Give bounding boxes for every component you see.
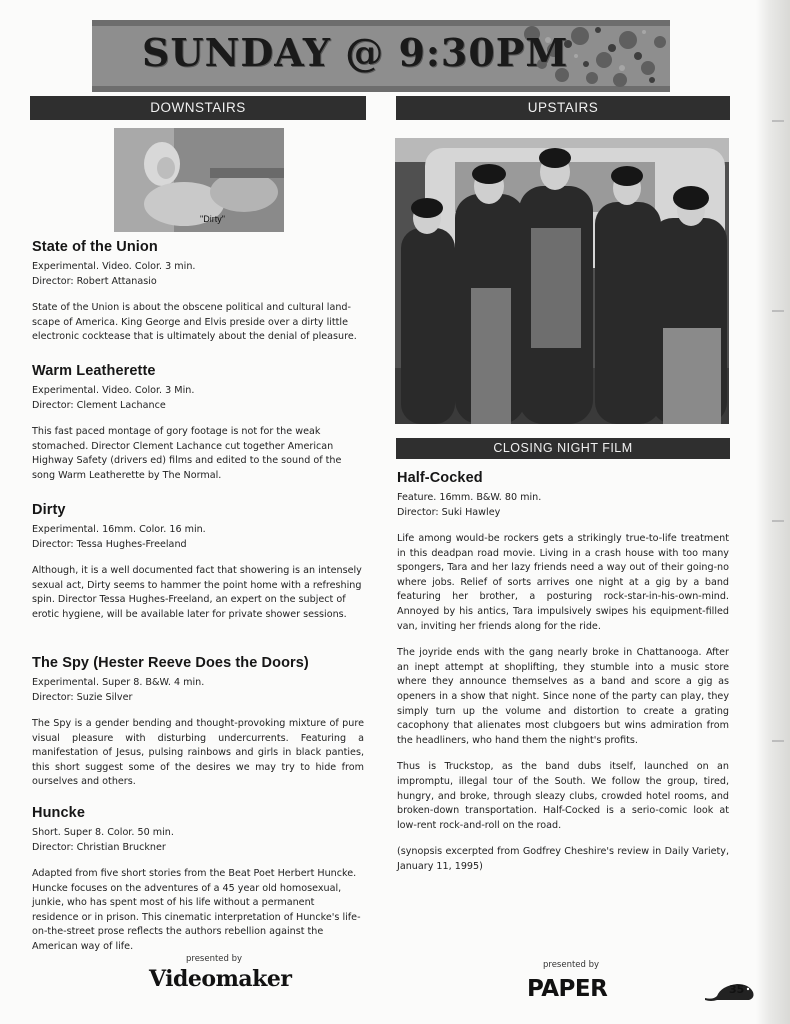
film-entry [32,363,364,483]
page-title: SUNDAY @ 9:30PM [142,30,569,75]
film-description: Although, it is a well documented fact that showering is an intensely sexual act, Dirty seems to hammer the point home with a refreshing spin. Director Tessa Hughes-Freeland, an expert on the subject of erotic hygiene, will be available later for private shower sessions. [32,565,362,620]
film-format: Experimental. Video. Color. 3 min. [32,261,196,272]
film-director: Director: Suzie Silver [32,691,133,703]
page-number: 35 [729,983,745,996]
film-description: Adapted from five short stories from the Beat Poet Herbert Huncke. Huncke focuses on the adventures of a 45 year old homosexual, junkie, who has spent most of his life without a permanent residence or in prison. This cinematic interpretation of Huncke's life-on-the-street prose reflects the authors rebellion against the American way of life. [32,868,361,952]
film-director: Director: Tessa Hughes-Freeland [32,538,187,550]
page-edge-shadow [756,0,790,1024]
film-format: Experimental. Super 8. B&W. 4 min. [32,677,205,688]
film-format: Experimental. 16mm. Color. 16 min. [32,524,206,535]
film-description: State of the Union is about the obscene political and cultural land-scape of America. King George and Elvis preside over a dirty little electronic cocktease that is ultimately about the denial of pleasure. [32,302,357,343]
paragraph: The joyride ends with the gang nearly broke in Chattanooga. After an inept attempt at shoplifting, they stumble into a music store where they announce themselves as a band and score a gig as openers in a show that night. Since none of the party can play, they simply turn up the volume and distortion to create a grating cacophony that alienates most clubgoers but wins admiration from the headliners, who hand them the night's profits. [397,647,729,746]
film-still-image [114,128,284,232]
film-entry [32,805,364,955]
film-title: Dirty [32,502,66,518]
film-director: Director: Suki Hawley [397,506,501,518]
film-description: This fast paced montage of gory footage is not for the weak stomached. Director Clement Lachance cut together American Highway Safety (drivers ed) films and edited to the sound of the song Warm Leatherette by The Normal. [32,426,342,481]
presented-by-label: presented by [186,954,243,964]
film-format: Short. Super 8. Color. 50 min. [32,827,174,838]
film-entry [32,655,364,790]
film-director: Director: Christian Bruckner [32,841,166,853]
film-title: The Spy (Hester Reeve Does the Doors) [32,655,309,671]
dirty-film-still [114,128,284,232]
videomaker-logo: Videomaker [149,966,292,992]
scan-speck [772,120,784,122]
upstairs-bar: UPSTAIRS [396,96,730,120]
still-caption: "Dirty" [200,214,225,224]
film-entry [32,239,364,345]
film-director: Director: Clement Lachance [32,399,166,411]
page-number-badge [703,980,755,1002]
film-title: Huncke [32,805,85,821]
film-title: Half-Cocked [397,470,483,486]
film-entry [397,470,729,874]
scan-speck [772,520,784,522]
film-entry [32,502,364,622]
downstairs-bar: DOWNSTAIRS [30,96,366,120]
film-format: Experimental. Video. Color. 3 Min. [32,385,195,396]
paper-logo: PAPER [527,976,608,1002]
header-banner [92,20,670,92]
film-description: The Spy is a gender bending and thought-provoking mixture of pure visual pleasure with disturbing undercurrents. Featuring a manifestation of Jesus, pulsing rainbows and girls in black panties, this short suggest some of the desires we may try to hide from ourselves and others. [32,718,364,788]
closing-night-bar: CLOSING NIGHT FILM [396,438,730,459]
paragraph: (synopsis excerpted from Godfrey Cheshire's review in Daily Variety, January 11, 1995) [397,846,729,872]
paragraph: Life among would-be rockers gets a strikingly true-to-life treatment in this deadpan road movie. Living in a crash house with too many spongers, Tara and her lazy friends need a way out of their going-no where jobs. Relief of sorts arrives one night at a gig by a band featuring her brother, a posturing rock-star-in-his-own-mind. Annoyed by his antics, Tara impulsively swipes his equipment-filled van, inviting her friends along for the ride. [397,533,729,632]
film-format: Feature. 16mm. B&W. 80 min. [397,492,542,503]
film-director: Director: Robert Attanasio [32,275,157,287]
film-title: Warm Leatherette [32,363,156,379]
band-photo-image [395,138,729,424]
half-cocked-photo [395,138,729,424]
scan-speck [772,310,784,312]
scan-speck [772,740,784,742]
film-title: State of the Union [32,239,158,255]
presented-by-label: presented by [543,960,600,970]
paragraph: Thus is Truckstop, as the band dubs itself, launched on an impromptu, illegal tour of the South. We follow the group, tired, hungry, and broke, through sleazy clubs, crowded hotel rooms, and broken-down transportation. Half-Cocked is a serio-comic look at low-rent rock-and-roll on the road. [397,761,729,831]
film-description [397,532,729,874]
